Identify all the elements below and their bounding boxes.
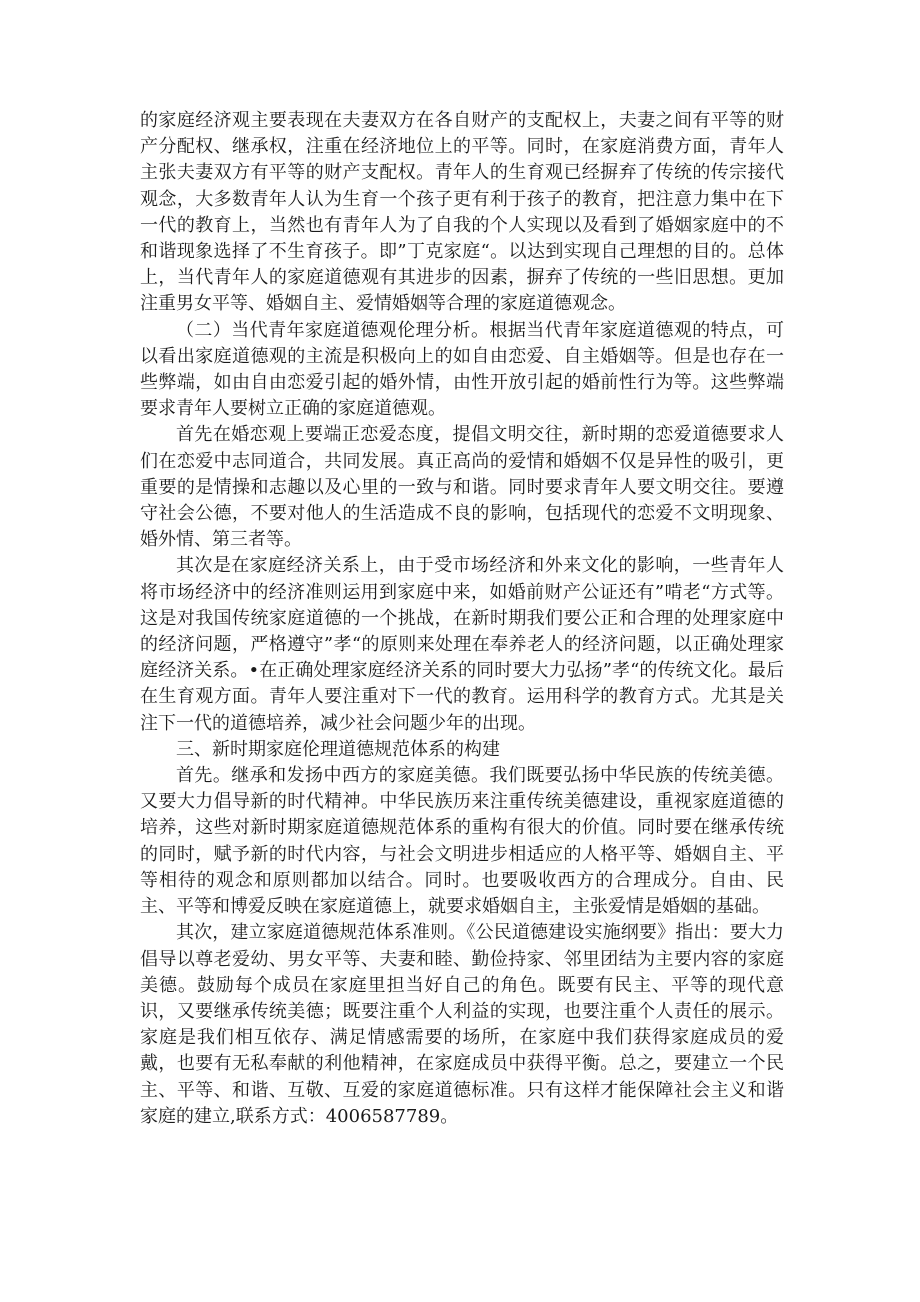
document-body	[140, 108, 784, 1130]
paragraph-marriage-view: 首先在婚恋观上要端正恋爱态度，提倡文明交往，新时期的恋爱道德要求人们在恋爱中志同道合，共同发展。真正高尚的爱情和婚姻不仅是异性的吸引，更重要的是情操和志趣以及心里的一致与和谐。同时要求青年人要文明交往。要遵守社会公德，不要对他人的生活造成不良的影响，包括现代的恋爱不文明现象、婚外情、第三者等。	[140, 424, 784, 551]
paragraph-inherit-virtues: 首先。继承和发扬中西方的家庭美德。我们既要弘扬中华民族的传统美德。又要大力倡导新的时代精神。中华民族历来注重传统美德建设，重视家庭道德的培养，这些对新时期家庭道德规范体系的重构有很大的价值。同时要在继承传统的同时，赋予新的时代内容，与社会文明进步相适应的人格平等、婚姻自主、平等相待的观念和原则都加以结合。同时。也要吸收西方的合理成分。自由、民主、平等和博爱反映在家庭道德上，就要求婚姻自主，主张爱情是婚姻的基础。	[140, 765, 784, 918]
paragraph-norms-system: 其次，建立家庭道德规范体系准则。《公民道德建设实施纲要》指出：要大力倡导以尊老爱幼、男女平等、夫妻和睦、勤俭持家、邻里团结为主要内容的家庭美德。鼓励每个成员在家庭里担当好自己的角色。既要有民主、平等的现代意识，又要继承传统美德；既要注重个人利益的实现，也要注重个人责任的展示。家庭是我们相互依存、满足情感需要的场所，在家庭中我们获得家庭成员的爱戴，也要有无私奉献的利他精神，在家庭成员中获得平衡。总之，要建立一个民主、平等、和谐、互敬、互爱的家庭道德标准。只有这样才能保障社会主义和谐家庭的建立,联系方式：4006587789。	[140, 922, 784, 1127]
paragraph-continuation: 的家庭经济观主要表现在夫妻双方在各自财产的支配权上，夫妻之间有平等的财产分配权、继承权，注重在经济地位上的平等。同时，在家庭消费方面，青年人主张夫妻双方有平等的财产支配权。青年人的生育观已经摒弃了传统的传宗接代观念，大多数青年人认为生育一个孩子更有利于孩子的教育，把注意力集中在下一代的教育上，当然也有青年人为了自我的个人实现以及看到了婚姻家庭中的不和谐现象选择了不生育孩子。即”丁克家庭“。以达到实现自己理想的目的。总体上，当代青年人的家庭道德观有其进步的因素，摒弃了传统的一些旧思想。更加注重男女平等、婚姻自主、爱情婚姻等合理的家庭道德观念。	[140, 110, 784, 315]
paragraph-section-analysis: （二）当代青年家庭道德观伦理分析。根据当代青年家庭道德观的特点，可以看出家庭道德观的主流是积极向上的如自由恋爱、自主婚姻等。但是也存在一些弊端，如由自由恋爱引起的婚外情，由性开放引起的婚前性行为等。这些弊端要求青年人要树立正确的家庭道德观。	[140, 319, 784, 420]
section-heading: 三、新时期家庭伦理道德规范体系的构建	[176, 738, 500, 760]
paragraph-economic-relations: 其次是在家庭经济关系上，由于受市场经济和外来文化的影响，一些青年人将市场经济中的经济准则运用到家庭中来，如婚前财产公证还有”啃老“方式等。这是对我国传统家庭道德的一个挑战，在新时期我们要公正和合理的处理家庭中的经济问题，严格遵守”孝“的原则来处理在奉养老人的经济问题，以正确处理家庭经济关系。•在正确处理家庭经济关系的同时要大力弘扬”孝“的传统文化。最后在生育观方面。青年人要注重对下一代的教育。运用科学的教育方式。尤其是关注下一代的道德培养，减少社会问题少年的出现。	[140, 555, 784, 734]
